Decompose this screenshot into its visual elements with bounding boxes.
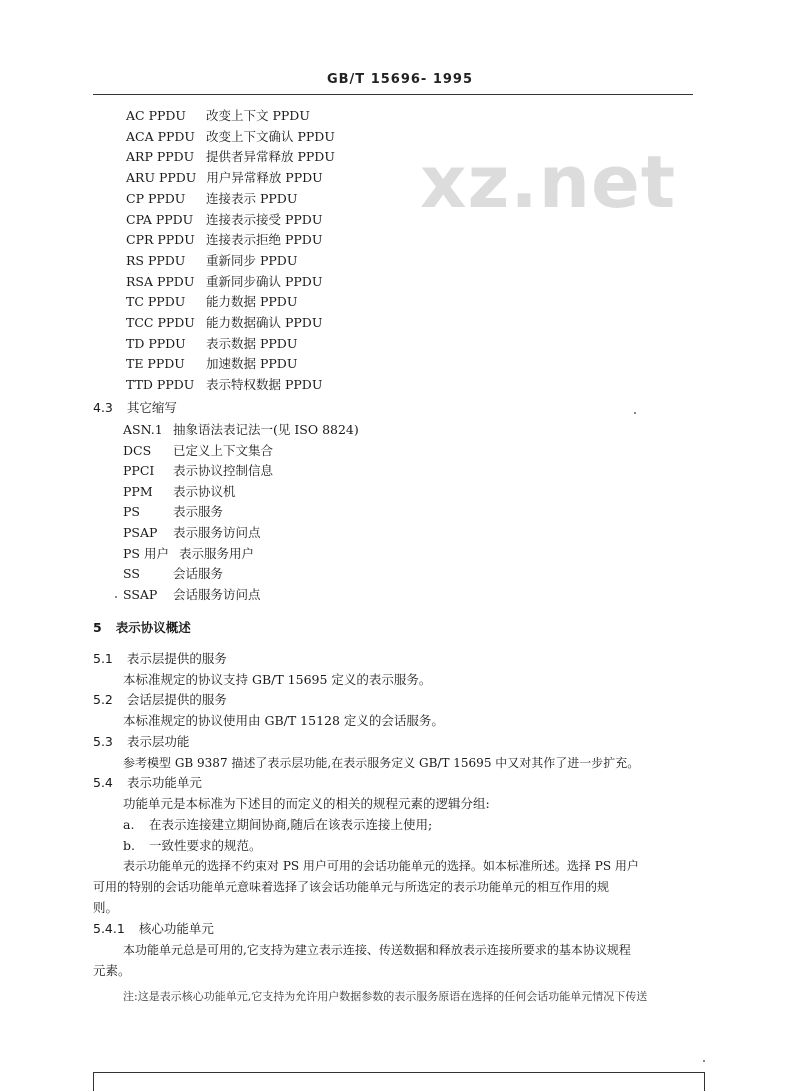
section-5-4-para-line-3: 则。 <box>93 900 119 915</box>
watermark: xz.net <box>420 140 677 224</box>
scan-speck <box>703 1060 705 1062</box>
abbreviation-code: PSAP <box>123 525 158 540</box>
section-number: 5.1 <box>93 651 113 666</box>
header-rule <box>93 94 693 95</box>
scan-speck <box>634 412 636 414</box>
section-5-heading <box>93 620 191 636</box>
abbreviation-description: 会话服务 <box>173 566 224 582</box>
section-5-1-heading <box>93 651 227 667</box>
scan-speck <box>115 596 117 598</box>
footer-rule-left <box>93 1072 94 1091</box>
abbreviation-code: CPR PPDU <box>126 232 195 248</box>
abbreviation-description: 表示服务用户 <box>178 545 254 561</box>
abbreviation-code: ACA PPDU <box>126 128 195 144</box>
abbreviation-row <box>126 108 310 124</box>
page-header: GB/T 15696- 1995 <box>326 72 474 87</box>
section-5-1-body: 本标准规定的协议支持 GB/T 15695 定义的表示服务。 <box>123 672 432 687</box>
abbreviation-code: PS <box>123 504 140 520</box>
abbreviation-code: CP PPDU <box>126 190 186 206</box>
abbreviation-description: 已定义上下文集合 <box>173 442 274 458</box>
abbreviation-row <box>123 546 254 562</box>
abbreviation-description: 能力数据 PPDU <box>206 294 298 310</box>
abbreviation-row <box>123 443 273 459</box>
section-5-3-heading <box>93 734 189 750</box>
abbreviation-row <box>123 463 273 479</box>
abbreviation-row <box>126 170 323 186</box>
section-5-4-1-heading <box>93 921 214 937</box>
section-5-4-intro: 功能单元是本标准为下述目的而定义的相关的规程元素的逻辑分组: <box>123 796 490 811</box>
abbreviation-description: 提供者异常释放 PPDU <box>206 149 335 165</box>
abbreviation-description: 改变上下文确认 PPDU <box>206 128 335 144</box>
section-5-4-1-note: 注:这是表示核心功能单元,它支持为允许用户数据参数的表示服务原语在选择的任何会话功能单元情况下传送 <box>123 990 648 1003</box>
list-item-label: b. <box>123 838 135 853</box>
section-number: 5 <box>93 620 102 635</box>
abbreviation-code: TCC PPDU <box>126 315 195 330</box>
abbreviation-row <box>126 253 297 269</box>
abbreviation-row <box>126 274 322 290</box>
section-title: 表示层提供的服务 <box>126 651 227 666</box>
abbreviation-description: 连接表示拒绝 PPDU <box>206 232 323 248</box>
abbreviation-code: TC PPDU <box>126 294 186 310</box>
abbreviation-description: 抽象语法表记法一(见 ISO 8824) <box>173 422 359 437</box>
abbreviation-code: ARU PPDU <box>126 170 197 186</box>
section-5-4-heading <box>93 775 202 791</box>
list-item-label: a. <box>123 817 135 832</box>
section-title: 表示层功能 <box>126 734 190 749</box>
list-item-text: 在表示连接建立期间协商,随后在该表示连接上使用; <box>149 817 433 832</box>
section-5-2-heading <box>93 692 227 708</box>
abbreviation-code: PS 用户 <box>123 545 169 561</box>
section-title: 表示协议概述 <box>115 620 191 635</box>
abbreviation-code: TE PPDU <box>126 356 185 372</box>
abbreviation-code: SSAP <box>123 586 158 602</box>
abbreviation-description: 连接表示接受 PPDU <box>206 211 323 227</box>
abbreviation-description: 表示数据 PPDU <box>206 335 298 351</box>
abbreviation-code: ARP PPDU <box>126 149 195 165</box>
abbreviation-row <box>126 129 335 145</box>
abbreviation-description: 表示协议控制信息 <box>173 463 274 479</box>
abbreviation-description: 连接表示 PPDU <box>206 190 298 206</box>
abbreviation-row <box>123 587 261 603</box>
section-title: 其它缩写 <box>126 400 177 415</box>
abbreviation-code: RS PPDU <box>126 252 186 268</box>
abbreviation-code: CPA PPDU <box>126 211 194 227</box>
section-5-4-1-body-line-1: 本功能单元总是可用的,它支持为建立表示连接、传送数据和释放表示连接所要求的基本协议规程 <box>123 943 631 957</box>
section-number: 5.4.1 <box>93 921 125 936</box>
abbreviation-row <box>126 377 322 393</box>
abbreviation-description: 能力数据确认 PPDU <box>206 315 323 330</box>
abbreviation-code: PPM <box>123 483 153 499</box>
abbreviation-code: TD PPDU <box>126 335 186 351</box>
section-title: 核心功能单元 <box>138 921 214 936</box>
abbreviation-row <box>126 149 335 165</box>
footer-rule <box>93 1072 705 1073</box>
abbreviation-row <box>123 422 359 438</box>
abbreviation-code: SS <box>123 566 140 582</box>
abbreviation-description: 会话服务访问点 <box>173 586 261 602</box>
abbreviation-code: ASN.1 <box>123 422 163 437</box>
abbreviation-code: PPCI <box>123 463 155 479</box>
abbreviation-description: 表示协议机 <box>173 483 236 499</box>
abbreviation-row <box>123 484 236 500</box>
abbreviation-row <box>126 315 322 331</box>
list-item-b <box>123 838 262 854</box>
abbreviation-description: 重新同步 PPDU <box>206 252 298 268</box>
section-5-4-para-line-1: 表示功能单元的选择不约束对 PS 用户可用的会话功能单元的选择。如本标准所述。选择 PS 用户 <box>123 859 639 873</box>
abbreviation-row <box>123 566 223 582</box>
abbreviation-row <box>126 294 297 310</box>
abbreviation-description: 用户异常释放 PPDU <box>206 170 323 186</box>
abbreviation-row <box>123 504 223 520</box>
section-5-4-1-body-line-2: 元素。 <box>93 963 131 978</box>
abbreviation-code: RSA PPDU <box>126 273 195 289</box>
section-number: 4.3 <box>93 400 113 415</box>
abbreviation-row <box>126 191 297 207</box>
section-number: 5.4 <box>93 775 113 790</box>
abbreviation-description: 改变上下文 PPDU <box>206 108 310 123</box>
footer-rule-right <box>704 1072 705 1091</box>
abbreviation-description: 表示特权数据 PPDU <box>206 377 323 393</box>
abbreviation-row <box>123 525 261 541</box>
section-4-3-heading <box>93 400 177 416</box>
section-number: 5.3 <box>93 734 113 749</box>
abbreviation-description: 表示服务访问点 <box>173 525 261 540</box>
section-number: 5.2 <box>93 692 113 707</box>
section-title: 会话层提供的服务 <box>126 692 227 707</box>
abbreviation-row <box>126 232 322 248</box>
abbreviation-description: 重新同步确认 PPDU <box>206 273 323 289</box>
section-5-2-body: 本标准规定的协议使用由 GB/T 15128 定义的会话服务。 <box>123 713 444 728</box>
list-item-a <box>123 817 432 833</box>
list-item-text: 一致性要求的规范。 <box>149 838 262 853</box>
section-5-3-body: 参考模型 GB 9387 描述了表示层功能,在表示服务定义 GB/T 15695 中又对其作了进一步扩充。 <box>123 756 640 770</box>
abbreviation-code: DCS <box>123 442 152 458</box>
section-5-4-para-line-2: 可用的特别的会话功能单元意味着选择了该会话功能单元与所选定的表示功能单元的相互作用的规 <box>93 880 610 894</box>
abbreviation-row <box>126 356 297 372</box>
abbreviation-row <box>126 336 297 352</box>
abbreviation-description: 加速数据 PPDU <box>206 356 298 372</box>
abbreviation-row <box>126 212 322 228</box>
section-title: 表示功能单元 <box>126 775 202 790</box>
abbreviation-description: 表示服务 <box>173 504 224 520</box>
abbreviation-code: AC PPDU <box>126 108 186 123</box>
abbreviation-code: TTD PPDU <box>126 377 195 393</box>
